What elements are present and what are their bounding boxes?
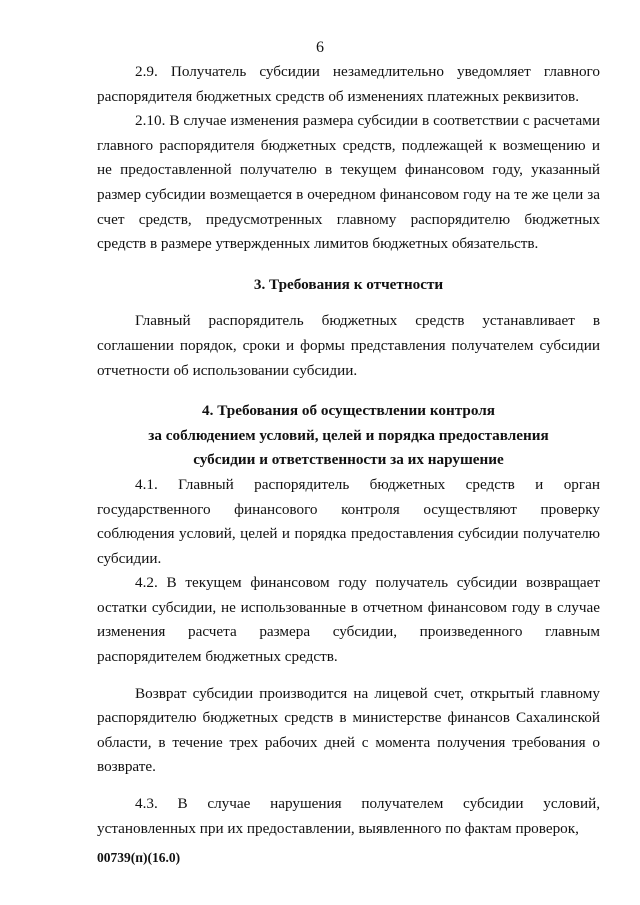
page-number: 6 — [316, 39, 324, 56]
section-3-paragraph: Главный распорядитель бюджетных средств устанавливает в соглашении порядок, сроки и формы представления получателем субсидии отчетности об использовании субсидии. — [97, 312, 600, 379]
paragraph-4-2: 4.2. В текущем финансовом году получатель субсидии возвращает остатки субсидии, не использованные в отчетном финансовом году в случае изменения расчета размера субсидии, произведенного главным распорядителем бюджетных средств. — [97, 574, 600, 666]
paragraph-2-10: 2.10. В случае изменения размера субсидии в соответствии с расчетами главного распорядителя бюджетных средств, подлежащей к возмещению и не предоставленной получателю в текущем финансовом году, указанный размер субсидии возмещается в очередном финансовом году на те же цели за счет средств, предусмотренных главному распорядителю бюджетных средств в размере утвержденных лимитов бюджетных обязательств. — [97, 112, 600, 253]
document-code: 00739(п)(16.0) — [97, 850, 181, 865]
paragraph-2-9: 2.9. Получатель субсидии незамедлительно уведомляет главного распорядителя бюджетных средств об изменениях платежных реквизитов. — [97, 63, 600, 105]
section-3-heading: 3. Требования к отчетности — [253, 275, 444, 293]
section-4-heading-line-3: субсидии и ответственности за их нарушение — [193, 451, 504, 469]
paragraph-4-1: 4.1. Главный распорядитель бюджетных средств и орган государственного финансового контроля осуществляют проверку соблюдения условий, целей и порядка предоставления субсидии получателю субсидии. — [97, 475, 600, 567]
section-4-heading-line-2: за соблюдением условий, целей и порядка предоставления — [148, 426, 549, 444]
document-body — [97, 60, 600, 841]
paragraph-4-3: 4.3. В случае нарушения получателем субсидии условий, установленных при их предоставлении, выявленного по фактам проверок, — [97, 795, 600, 837]
section-4-heading — [97, 399, 600, 473]
paragraph-refund: Возврат субсидии производится на лицевой счет, открытый главному распорядителю бюджетных средств в министерстве финансов Сахалинской области, в течение трех рабочих дней с момента получения требования о возврате. — [97, 684, 600, 776]
section-4-heading-line-1: 4. Требования об осуществлении контроля — [202, 402, 495, 420]
